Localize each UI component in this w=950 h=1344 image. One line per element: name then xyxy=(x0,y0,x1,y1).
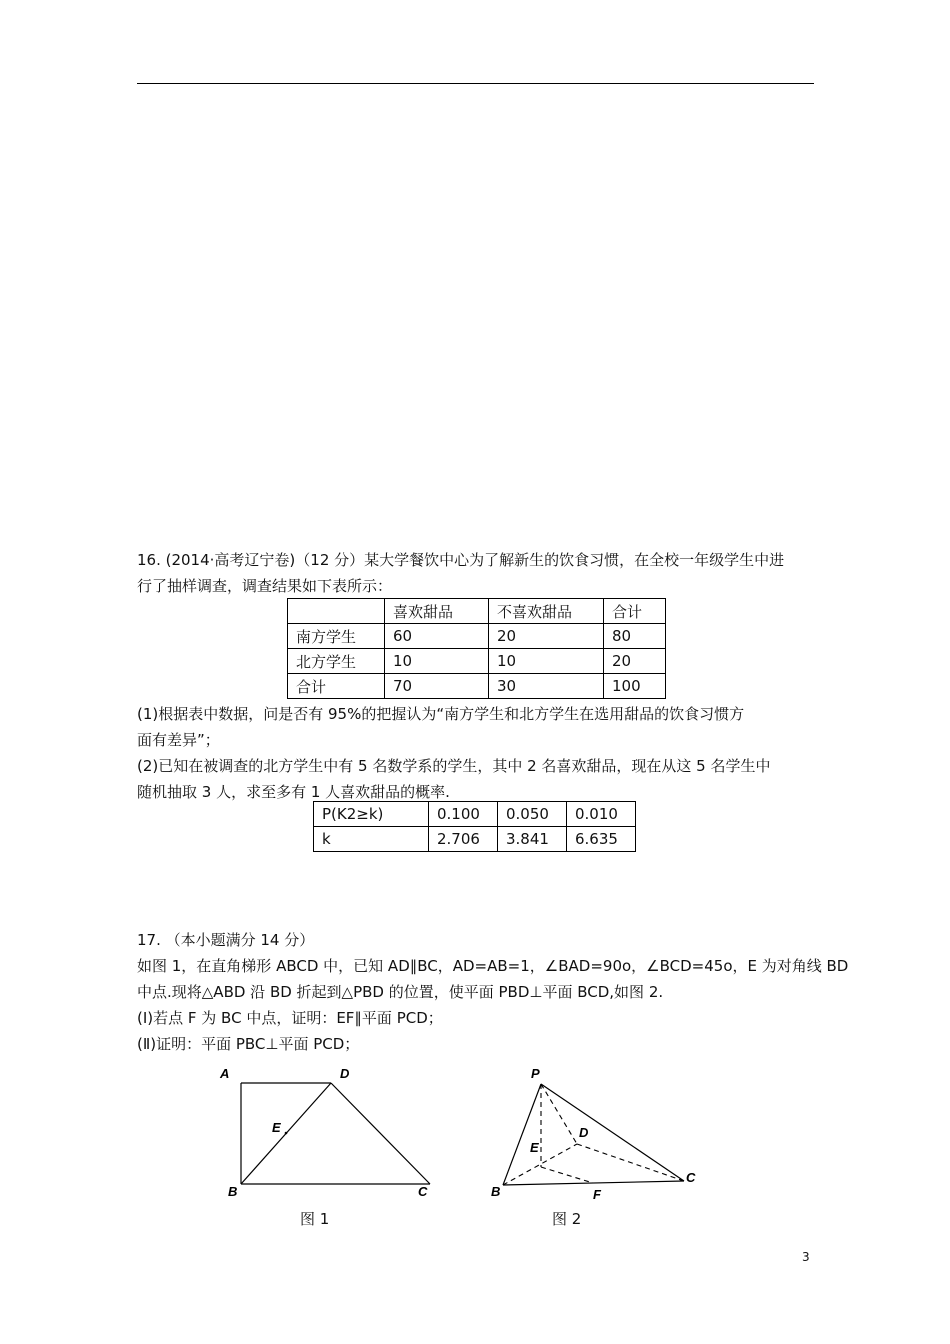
table-cell: 0.050 xyxy=(498,802,567,827)
question-line: (2)已知在被调查的北方学生中有 5 名数学系的学生，其中 2 名喜欢甜品，现在从这 5 名学生中 xyxy=(137,757,771,775)
segment-bc xyxy=(503,1181,684,1185)
table-cell: 6.635 xyxy=(567,827,636,852)
label-b: B xyxy=(491,1184,501,1199)
table-cell: 10 xyxy=(385,649,489,674)
problem-16-line: 行了抽样调查，调查结果如下表所示： xyxy=(137,577,393,595)
problem-17-line: 17. （本小题满分 14 分） xyxy=(137,931,315,949)
label-b: B xyxy=(228,1184,238,1199)
problem-16-intro xyxy=(137,547,814,599)
problem-17-line: 如图 1，在直角梯形 ABCD 中，已知 AD∥BC，AD=AB=1，∠BAD=90o，∠BCD=45o，E 为对角线 BD xyxy=(137,957,849,975)
problem-17-line: (Ⅱ)证明：平面 PBC⊥平面 PCD； xyxy=(137,1035,360,1053)
table-cell: 20 xyxy=(489,624,604,649)
segment-dc xyxy=(331,1083,430,1184)
survey-table xyxy=(287,598,666,699)
table-cell: 不喜欢甜品 xyxy=(489,599,604,624)
problem-16-line: 16. (2014·高考辽宁卷)（12 分）某大学餐饮中心为了解新生的饮食习惯，在全校一年级学生中进 xyxy=(137,551,785,569)
table-cell: 80 xyxy=(604,624,666,649)
segment-pc xyxy=(541,1084,684,1181)
critical-value-table xyxy=(313,801,636,852)
problem-17-line: 中点.现将△ABD 沿 BD 折起到△PBD 的位置，使平面 PBD⊥平面 BCD,如图 2. xyxy=(137,983,664,1001)
label-c: C xyxy=(686,1170,696,1185)
table-cell: 合计 xyxy=(604,599,666,624)
question-line: 随机抽取 3 人，求至多有 1 人喜欢甜品的概率. xyxy=(137,783,450,801)
table-row xyxy=(288,674,666,699)
segment-pd xyxy=(541,1084,577,1144)
table-cell: 北方学生 xyxy=(288,649,385,674)
table-row xyxy=(288,624,666,649)
label-f: F xyxy=(593,1187,601,1202)
label-e: E xyxy=(530,1140,539,1155)
label-d: D xyxy=(340,1066,350,1081)
table-cell: 合计 xyxy=(288,674,385,699)
table-cell: 100 xyxy=(604,674,666,699)
table-cell: 南方学生 xyxy=(288,624,385,649)
table-row xyxy=(288,599,666,624)
table-cell: 3.841 xyxy=(498,827,567,852)
table-cell: 喜欢甜品 xyxy=(385,599,489,624)
segment-bd xyxy=(503,1144,577,1185)
table-cell: 20 xyxy=(604,649,666,674)
label-a: A xyxy=(220,1066,230,1081)
problem-17 xyxy=(137,927,849,1057)
table-cell: 0.010 xyxy=(567,802,636,827)
figure-2-caption: 图 2 xyxy=(552,1210,582,1228)
table-row xyxy=(314,827,636,852)
segment-pb xyxy=(503,1084,541,1185)
table-cell: 10 xyxy=(489,649,604,674)
table-cell: 30 xyxy=(489,674,604,699)
header-rule xyxy=(137,83,814,84)
segment-ef xyxy=(541,1167,593,1183)
question-line: (1)根据表中数据，问是否有 95%的把握认为“南方学生和北方学生在选用甜品的饮食习惯方 xyxy=(137,705,745,723)
label-p: P xyxy=(531,1066,540,1081)
problem-16-questions xyxy=(137,701,814,805)
table-cell: 0.100 xyxy=(429,802,498,827)
figure-1-caption: 图 1 xyxy=(300,1210,330,1228)
figure-2-tetrahedron xyxy=(485,1060,705,1205)
figure-1-trapezoid xyxy=(210,1060,440,1205)
table-cell xyxy=(288,599,385,624)
table-row xyxy=(314,802,636,827)
label-d: D xyxy=(579,1125,589,1140)
point-e xyxy=(285,1132,288,1135)
table-cell: k xyxy=(314,827,429,852)
problem-17-line: (Ⅰ)若点 F 为 BC 中点，证明：EF∥平面 PCD； xyxy=(137,1009,443,1027)
label-c: C xyxy=(418,1184,428,1199)
table-cell: 60 xyxy=(385,624,489,649)
label-e: E xyxy=(272,1120,281,1135)
page-number: 3 xyxy=(802,1250,810,1264)
table-cell: 2.706 xyxy=(429,827,498,852)
table-cell: P(K2≥k) xyxy=(314,802,429,827)
table-cell: 70 xyxy=(385,674,489,699)
question-line: 面有差异”； xyxy=(137,731,220,749)
segment-dc xyxy=(577,1144,684,1181)
table-row xyxy=(288,649,666,674)
